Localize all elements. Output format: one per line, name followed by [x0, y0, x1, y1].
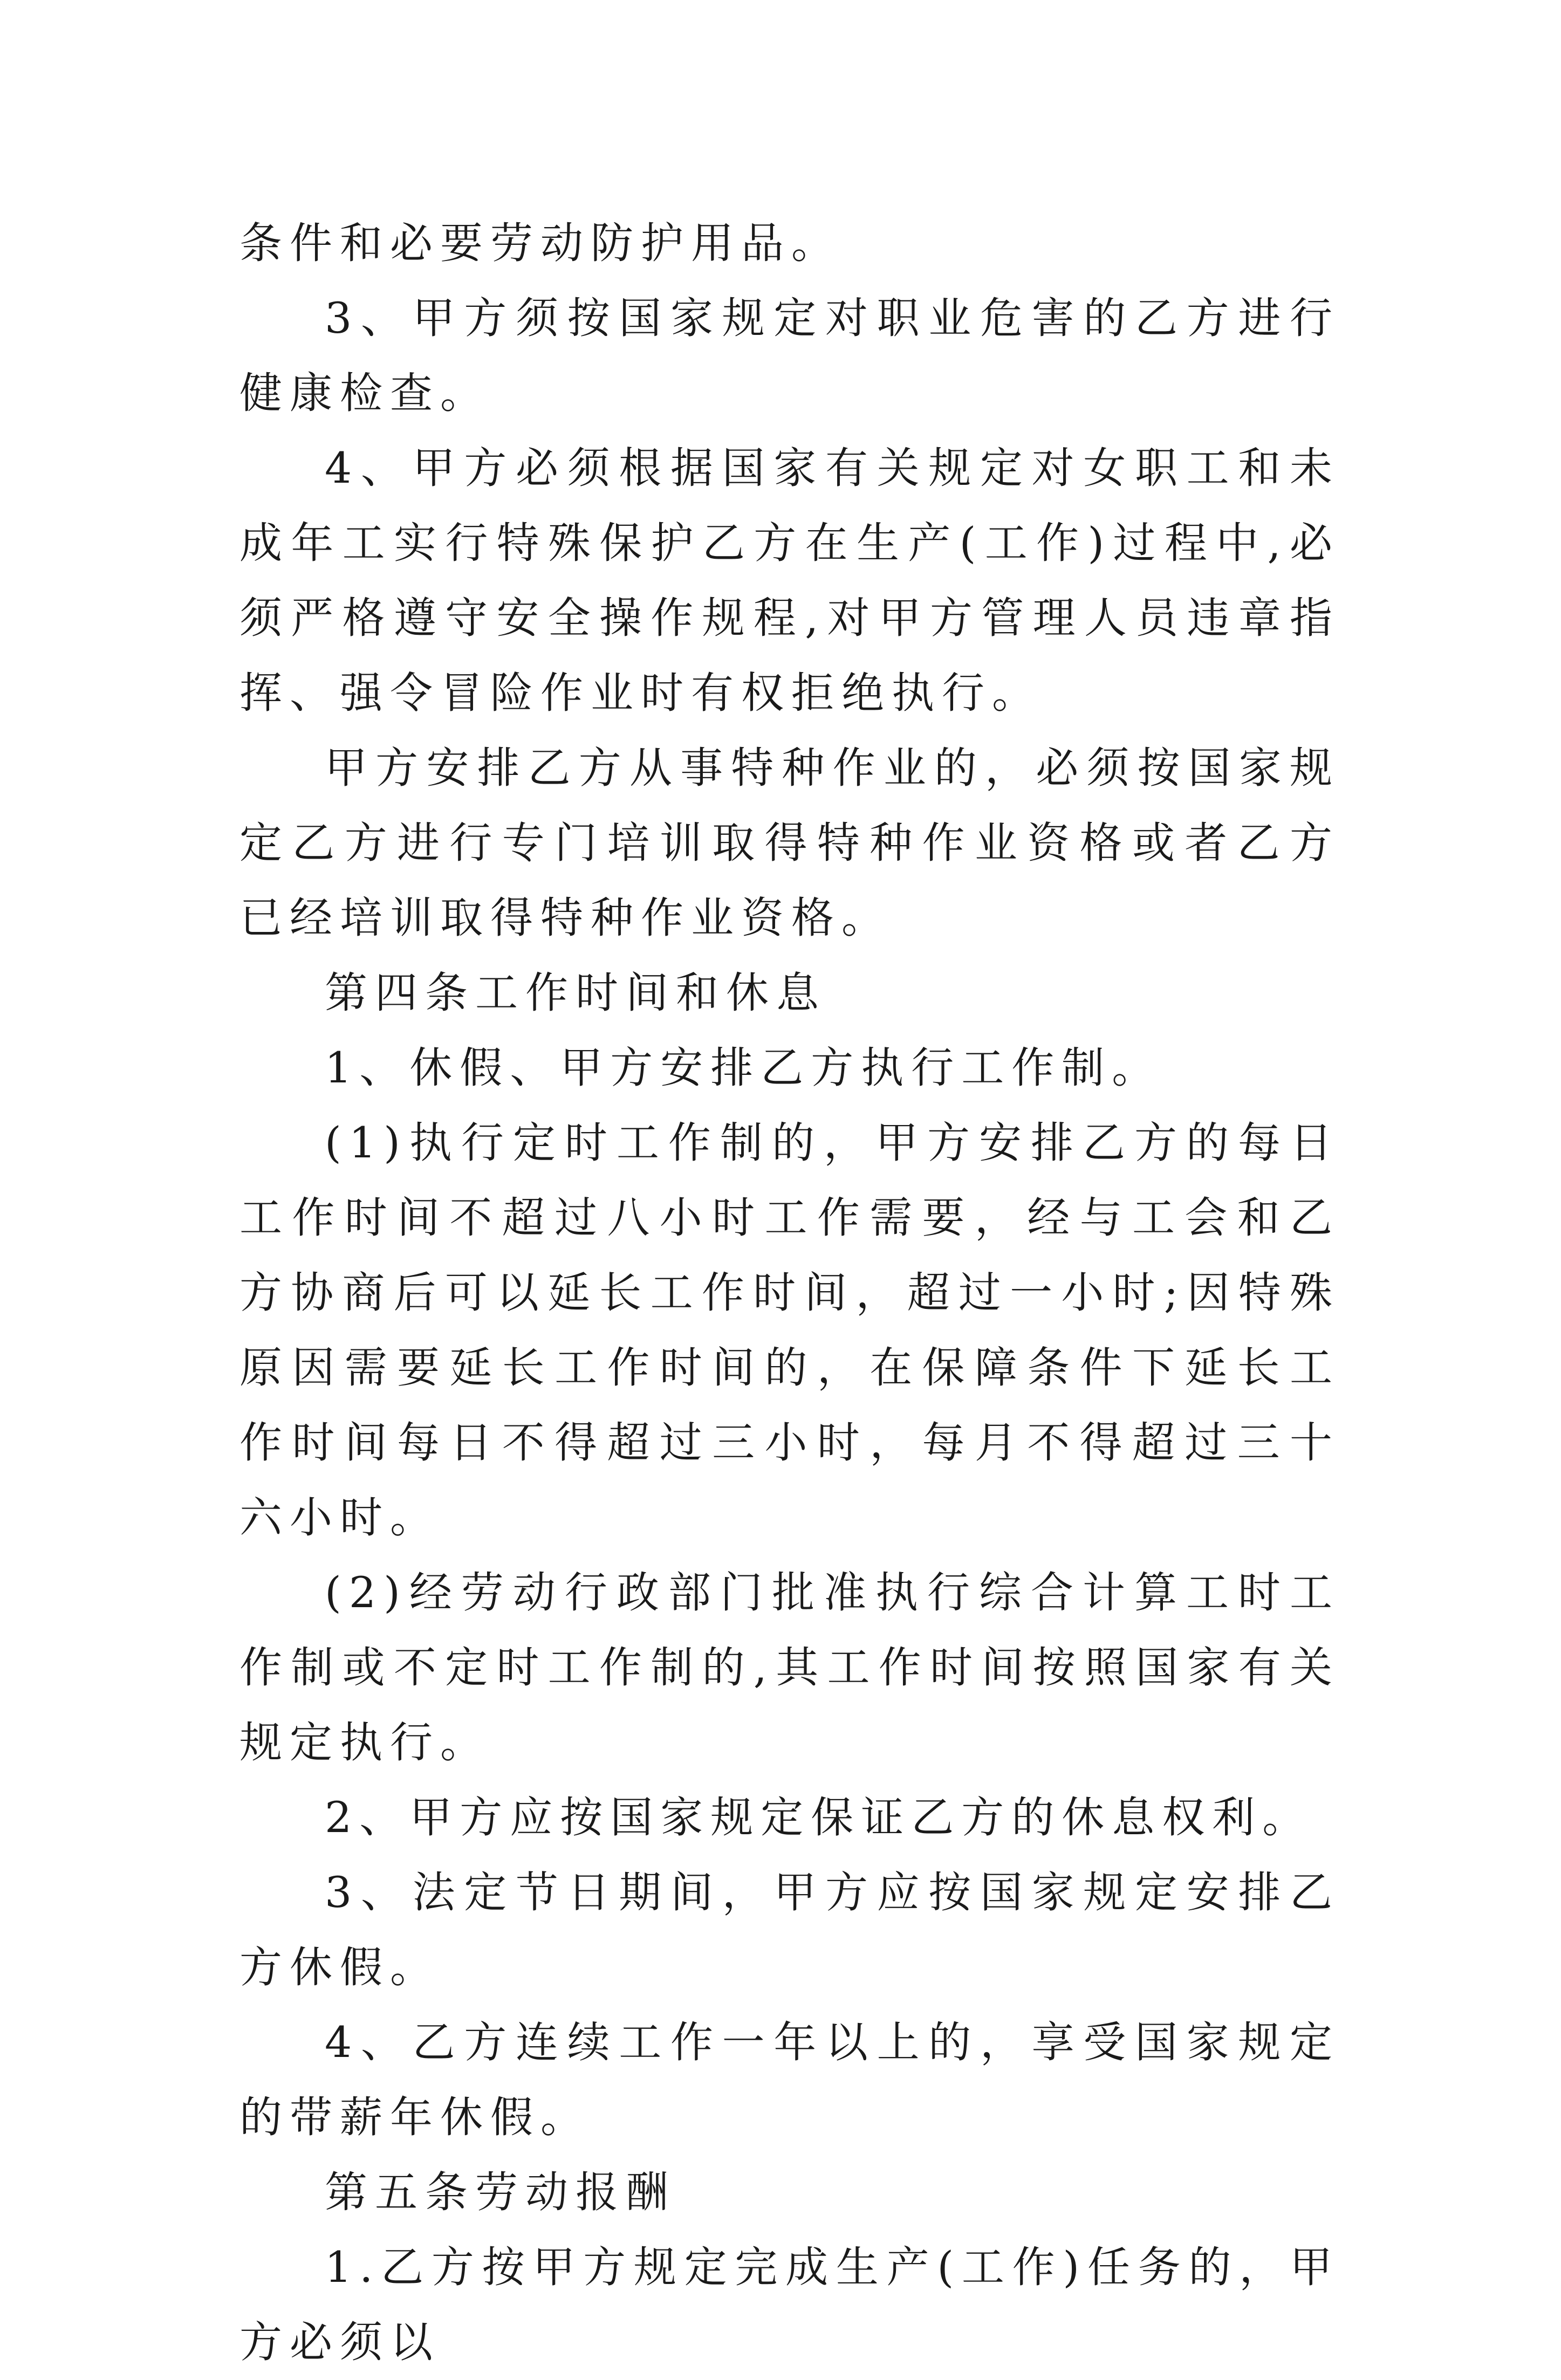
paragraph-9: 2、甲方应按国家规定保证乙方的休息权利。	[325, 1793, 1313, 1842]
section-heading-5: 第五条劳动报酬	[325, 2168, 676, 2217]
paragraph-13: 1.乙方按甲方规定完成生产(工作)任务的，甲方必须以	[239, 2242, 1340, 2367]
paragraph-2: 3、甲方须按国家规定对职业危害的乙方进行健康检查。	[239, 293, 1340, 418]
paragraph-4: 甲方安排乙方从事特种作业的，必须按国家规定乙方进行专门培训取得特种作业资格或者乙方已经培训取得特种作业资格。	[239, 743, 1340, 943]
paragraph-1: 条件和必要劳动防护用品。	[239, 218, 841, 268]
section-heading-4: 第四条工作时间和休息	[325, 968, 826, 1018]
paragraph-3: 4、甲方必须根据国家有关规定对女职工和未成年工实行特殊保护乙方在生产(工作)过程中,必须严格遵守安全操作规程,对甲方管理人员违章指挥、强令冒险作业时有权拒绝执行。	[239, 443, 1340, 718]
paragraph-8: (2)经劳动行政部门批准执行综合计算工时工作制或不定时工作制的,其工作时间按照国家有关规定执行。	[239, 1568, 1340, 1767]
paragraph-7: (1)执行定时工作制的，甲方安排乙方的每日工作时间不超过八小时工作需要，经与工会和乙方协商后可以延长工作时间，超过一小时;因特殊原因需要延长工作时间的，在保障条件下延长工作时间每日不得超过三小时，每月不得超过三十六小时。	[239, 1118, 1340, 1542]
paragraph-6: 1、休假、甲方安排乙方执行工作制。	[325, 1043, 1162, 1093]
document-page	[239, 206, 1340, 2380]
paragraph-10: 3、法定节日期间，甲方应按国家规定安排乙方休假。	[239, 1868, 1340, 1992]
paragraph-11: 4、乙方连续工作一年以上的，享受国家规定的带薪年休假。	[239, 2018, 1340, 2142]
